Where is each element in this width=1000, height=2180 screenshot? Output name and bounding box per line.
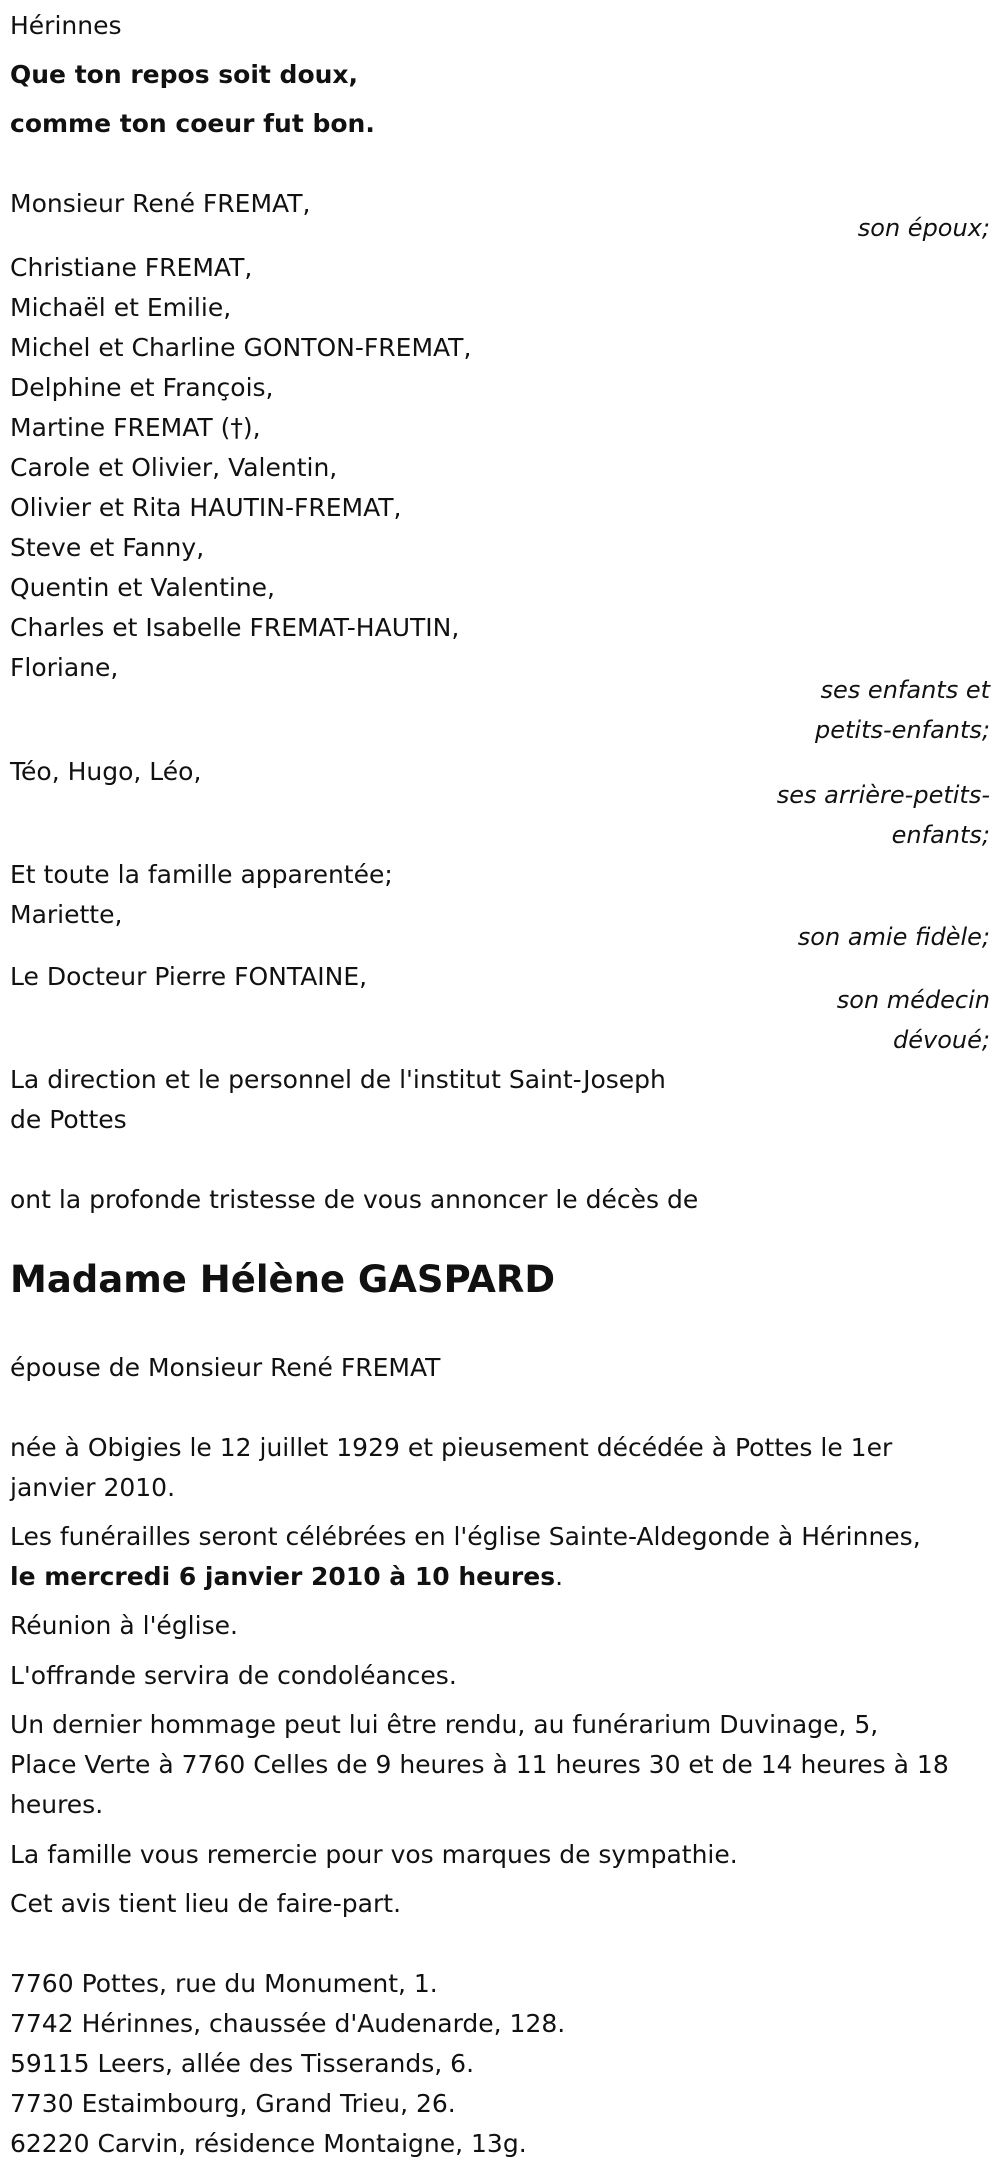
relatives-line: Et toute la famille apparentée;: [10, 860, 393, 889]
friend-role: son amie fidèle;: [797, 923, 990, 951]
children-role-line-1: ses enfants et: [820, 676, 990, 704]
child-entry: Charles et Isabelle FREMAT-HAUTIN,: [10, 613, 460, 642]
great-grandchildren-role-line-1: ses arrière-petits-: [776, 781, 990, 809]
birth-death-line-2: janvier 2010.: [10, 1473, 176, 1502]
child-entry: Christiane FREMAT,: [10, 253, 253, 282]
tribute-line-3: heures.: [10, 1790, 104, 1819]
birth-death-line-1: née à Obigies le 12 juillet 1929 et pieusement décédée à Pottes le 1er: [10, 1433, 893, 1462]
thanks-line: La famille vous remercie pour vos marques de sympathie.: [10, 1840, 738, 1869]
child-entry: Carole et Olivier, Valentin,: [10, 453, 338, 482]
address-line: 7760 Pottes, rue du Monument, 1.: [10, 1969, 438, 1998]
announcement-intro: ont la profonde tristesse de vous annoncer le décès de: [10, 1185, 699, 1214]
institute-line-1: La direction et le personnel de l'institut Saint-Joseph: [10, 1065, 666, 1094]
spouse-of-line: épouse de Monsieur René FREMAT: [10, 1353, 441, 1382]
child-entry: Floriane,: [10, 653, 119, 682]
deceased-name: Madame Hélène GASPARD: [10, 1258, 556, 1301]
doctor-role-line-2: dévoué;: [893, 1026, 990, 1054]
tribute-line-2: Place Verte à 7760 Celles de 9 heures à 11 heures 30 et de 14 heures à 18: [10, 1750, 949, 1779]
funeral-date: le mercredi 6 janvier 2010 à 10 heures: [10, 1562, 556, 1591]
address-line: 7742 Hérinnes, chaussée d'Audenarde, 128.: [10, 2009, 566, 2038]
address-line: 59115 Leers, allée des Tisserands, 6.: [10, 2049, 475, 2078]
great-grandchildren: Téo, Hugo, Léo,: [10, 757, 202, 786]
institute-line-2: de Pottes: [10, 1105, 127, 1134]
verse-line-2: comme ton coeur fut bon.: [10, 109, 375, 138]
child-entry: Michaël et Emilie,: [10, 293, 232, 322]
spouse-name: Monsieur René FREMAT,: [10, 189, 311, 218]
funeral-date-period: .: [555, 1562, 564, 1591]
place-heading: Hérinnes: [10, 11, 122, 40]
funeral-date-line: [10, 1557, 563, 1597]
verse-line-1: Que ton repos soit doux,: [10, 60, 359, 89]
child-entry: Steve et Fanny,: [10, 533, 205, 562]
address-line: 62220 Carvin, résidence Montaigne, 13g.: [10, 2129, 527, 2158]
doctor-name: Le Docteur Pierre FONTAINE,: [10, 962, 368, 991]
meeting-line: Réunion à l'église.: [10, 1611, 238, 1640]
child-entry: Quentin et Valentine,: [10, 573, 275, 602]
spouse-role: son époux;: [857, 214, 990, 242]
great-grandchildren-role-line-2: enfants;: [891, 821, 990, 849]
notice-line: Cet avis tient lieu de faire-part.: [10, 1889, 402, 1918]
child-entry: Olivier et Rita HAUTIN-FREMAT,: [10, 493, 402, 522]
child-entry: Martine FREMAT (†),: [10, 413, 261, 442]
doctor-role-line-1: son médecin: [836, 986, 990, 1014]
friend-name: Mariette,: [10, 900, 123, 929]
child-entry: Delphine et François,: [10, 373, 274, 402]
tribute-line-1: Un dernier hommage peut lui être rendu, au funérarium Duvinage, 5,: [10, 1710, 879, 1739]
child-entry: Michel et Charline GONTON-FREMAT,: [10, 333, 472, 362]
address-line: 7730 Estaimbourg, Grand Trieu, 26.: [10, 2089, 456, 2118]
funeral-line-1: Les funérailles seront célébrées en l'église Sainte-Aldegonde à Hérinnes,: [10, 1522, 921, 1551]
offering-line: L'offrande servira de condoléances.: [10, 1661, 457, 1690]
children-role-line-2: petits-enfants;: [815, 716, 990, 744]
